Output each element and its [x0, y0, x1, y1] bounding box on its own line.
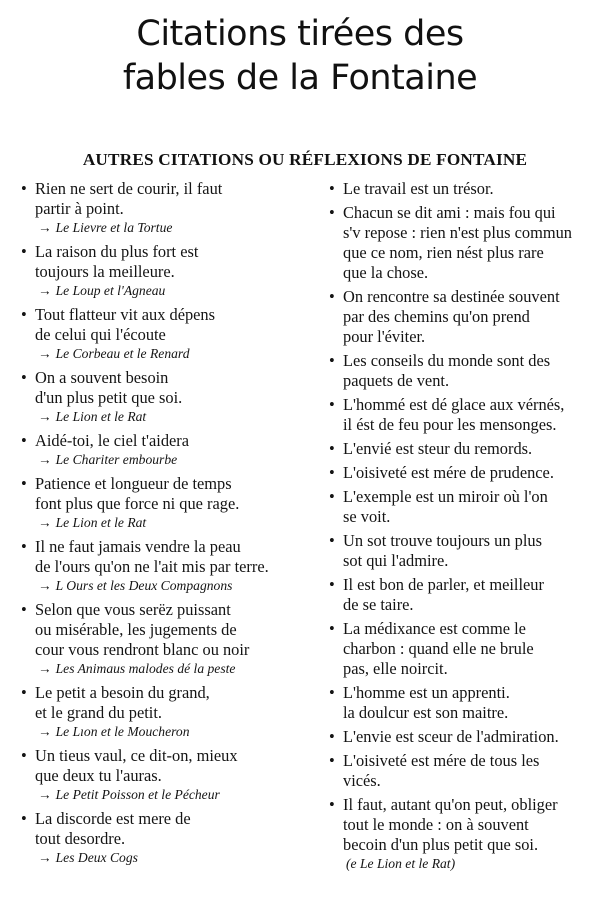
quote-line: pas, elle noircit. — [343, 659, 448, 678]
quote-line: ou misérable, les jugements de — [35, 620, 237, 639]
source-title: Le Loup et l'Agneau — [55, 283, 166, 298]
title-line-1: Citations tirées des — [136, 14, 464, 54]
source-title: Le Petit Poisson et le Pécheur — [55, 787, 220, 802]
quote-item — [328, 287, 590, 347]
quote-item — [328, 727, 590, 747]
quote-line: L'homme est un apprenti. — [343, 683, 510, 702]
quote-line: Aidé-toi, le ciel t'aidera — [35, 431, 190, 450]
bullet-icon: • — [21, 431, 27, 450]
quote-item — [328, 751, 590, 791]
bullet-icon: • — [21, 368, 27, 387]
quote-item — [20, 474, 322, 531]
arrow-icon: → — [38, 452, 52, 467]
quote-line: font plus que force ni que rage. — [35, 494, 240, 513]
page-title — [0, 12, 600, 100]
quote-item — [20, 179, 322, 236]
quote-line: charbon : quand elle ne brule — [343, 639, 534, 658]
quote-columns — [20, 179, 590, 876]
arrow-icon: → — [38, 661, 52, 676]
quote-line: Il est bon de parler, et meilleur — [343, 575, 544, 594]
quote-line: que ce nom, rien nést plus rare — [343, 243, 544, 262]
source-title: L Ours et les Deux Compagnons — [55, 578, 233, 593]
bullet-icon: • — [21, 305, 27, 324]
quote-source — [35, 786, 322, 803]
bullet-icon: • — [329, 531, 335, 550]
bullet-icon: • — [329, 487, 335, 506]
bullet-icon: • — [21, 474, 27, 493]
quote-item — [328, 179, 590, 199]
quote-item — [20, 746, 322, 803]
arrow-icon: → — [38, 787, 52, 802]
quote-line: se voit. — [343, 507, 391, 526]
quote-item — [20, 537, 322, 594]
bullet-icon: • — [21, 600, 27, 619]
quote-line: Le petit a besoin du grand, — [35, 683, 210, 702]
quotes-page — [20, 150, 590, 876]
quote-source — [35, 660, 322, 677]
quote-item — [328, 683, 590, 723]
quote-line: L'hommé est dé glace aux vérnés, — [343, 395, 565, 414]
quote-source — [35, 408, 322, 425]
source-title: Le Lion et le Rat — [55, 515, 147, 530]
quote-line: de se taire. — [343, 595, 414, 614]
quote-line: il ést de feu pour les mensonges. — [343, 415, 557, 434]
quote-line: toujours la meilleure. — [35, 262, 175, 281]
quote-line: Selon que vous serëz puissant — [35, 600, 231, 619]
quote-line: On a souvent besoin — [35, 368, 169, 387]
quote-line: becoin d'un plus petit que soi. — [343, 835, 539, 854]
bullet-icon: • — [21, 809, 27, 828]
quote-line: d'un plus petit que soi. — [35, 388, 183, 407]
quote-line: partir à point. — [35, 199, 124, 218]
bullet-icon: • — [329, 619, 335, 638]
source-title: Le Chariter embourbe — [55, 452, 178, 467]
bullet-icon: • — [329, 439, 335, 458]
arrow-icon: → — [38, 515, 52, 530]
quote-item — [328, 531, 590, 571]
quote-line: Patience et longueur de temps — [35, 474, 232, 493]
quote-item — [20, 600, 322, 677]
quote-line: L'envié est steur du remords. — [343, 439, 533, 458]
bullet-icon: • — [329, 795, 335, 814]
quote-line: tout le monde : on à souvent — [343, 815, 529, 834]
quote-item — [20, 368, 322, 425]
quote-line: La raison du plus fort est — [35, 242, 199, 261]
quote-source-note: (e Le Lion et le Rat) — [346, 856, 456, 871]
bullet-icon: • — [21, 746, 27, 765]
quote-line: de l'ours qu'on ne l'ait mis par terre. — [35, 557, 269, 576]
source-title: Le Lion et le Rat — [55, 409, 147, 424]
quote-line: la doulcur est son maitre. — [343, 703, 509, 722]
right-column — [328, 179, 590, 876]
bullet-icon: • — [329, 395, 335, 414]
quote-line: Rien ne sert de courir, il faut — [35, 179, 223, 198]
source-title: Le Lıon et le Moucheron — [55, 724, 190, 739]
quote-source — [35, 219, 322, 236]
bullet-icon: • — [329, 463, 335, 482]
quote-item — [328, 463, 590, 483]
quote-line: de celui qui l'écoute — [35, 325, 166, 344]
quote-line: Tout flatteur vit aux dépens — [35, 305, 216, 324]
quote-source — [35, 345, 322, 362]
arrow-icon: → — [38, 850, 52, 865]
bullet-icon: • — [21, 179, 27, 198]
bullet-icon: • — [329, 287, 335, 306]
bullet-icon: • — [21, 242, 27, 261]
arrow-icon: → — [38, 578, 52, 593]
bullet-icon: • — [329, 575, 335, 594]
quote-source — [35, 514, 322, 531]
quote-item — [328, 575, 590, 615]
quote-line: que deux tu l'auras. — [35, 766, 162, 785]
bullet-icon: • — [21, 537, 27, 556]
quote-source — [35, 723, 322, 740]
quote-item — [20, 809, 322, 866]
quote-item — [328, 395, 590, 435]
arrow-icon: → — [38, 409, 52, 424]
quote-line: Un tieus vaul, ce dit-on, mieux — [35, 746, 238, 765]
quote-line: cour vous rendront blanc ou noir — [35, 640, 250, 659]
arrow-icon: → — [38, 346, 52, 361]
quote-line: Les conseils du monde sont des — [343, 351, 551, 370]
quote-source — [35, 849, 322, 866]
quote-line: La discorde est mere de — [35, 809, 191, 828]
bullet-icon: • — [329, 751, 335, 770]
quote-line: que la chose. — [343, 263, 429, 282]
quote-item — [328, 487, 590, 527]
quote-item — [328, 439, 590, 459]
quote-line: Il ne faut jamais vendre la peau — [35, 537, 241, 556]
quote-item — [20, 242, 322, 299]
quote-line: L'exemple est un miroir où l'on — [343, 487, 548, 506]
quote-line: Un sot trouve toujours un plus — [343, 531, 542, 550]
source-title: Le Lievre et la Tortue — [55, 220, 173, 235]
source-title: Les Animaus malodes dé la peste — [55, 661, 236, 676]
bullet-icon: • — [329, 203, 335, 222]
quote-line: s'v repose : rien n'est plus commun — [343, 223, 572, 242]
quote-line: tout desordre. — [35, 829, 126, 848]
quote-line: Le travail est un trésor. — [343, 179, 494, 198]
quote-item — [20, 431, 322, 468]
quote-item — [328, 203, 590, 283]
quote-item — [328, 795, 590, 872]
quote-line: et le grand du petit. — [35, 703, 162, 722]
quote-line: L'oisiveté est mére de prudence. — [343, 463, 554, 482]
quote-line: L'oisiveté est mére de tous les — [343, 751, 540, 770]
quote-line: paquets de vent. — [343, 371, 450, 390]
quote-line: vicés. — [343, 771, 381, 790]
quote-line: L'envie est sceur de l'admiration. — [343, 727, 559, 746]
section-heading: AUTRES CITATIONS OU RÉFLEXIONS DE FONTAINE — [82, 150, 528, 169]
bullet-icon: • — [329, 179, 335, 198]
arrow-icon: → — [38, 724, 52, 739]
left-column — [20, 179, 322, 876]
quote-item — [328, 351, 590, 391]
quote-item — [328, 619, 590, 679]
bullet-icon: • — [329, 727, 335, 746]
quote-line: On rencontre sa destinée souvent — [343, 287, 560, 306]
source-title: Les Deux Cogs — [55, 850, 138, 865]
quote-line: sot qui l'admire. — [343, 551, 449, 570]
quote-line: Il faut, autant qu'on peut, obliger — [343, 795, 558, 814]
bullet-icon: • — [329, 351, 335, 370]
bullet-icon: • — [329, 683, 335, 702]
bullet-icon: • — [21, 683, 27, 702]
arrow-icon: → — [38, 283, 52, 298]
quote-line: pour l'éviter. — [343, 327, 426, 346]
quote-line: La médixance est comme le — [343, 619, 526, 638]
quote-item — [20, 305, 322, 362]
quote-source — [35, 577, 322, 594]
source-title: Le Corbeau et le Renard — [55, 346, 190, 361]
title-line-2: fables de la Fontaine — [122, 58, 478, 98]
quote-line: par des chemins qu'on prend — [343, 307, 530, 326]
quote-item — [20, 683, 322, 740]
quote-line: Chacun se dit ami : mais fou qui — [343, 203, 556, 222]
arrow-icon: → — [38, 220, 52, 235]
quote-source — [35, 451, 322, 468]
quote-source — [35, 282, 322, 299]
